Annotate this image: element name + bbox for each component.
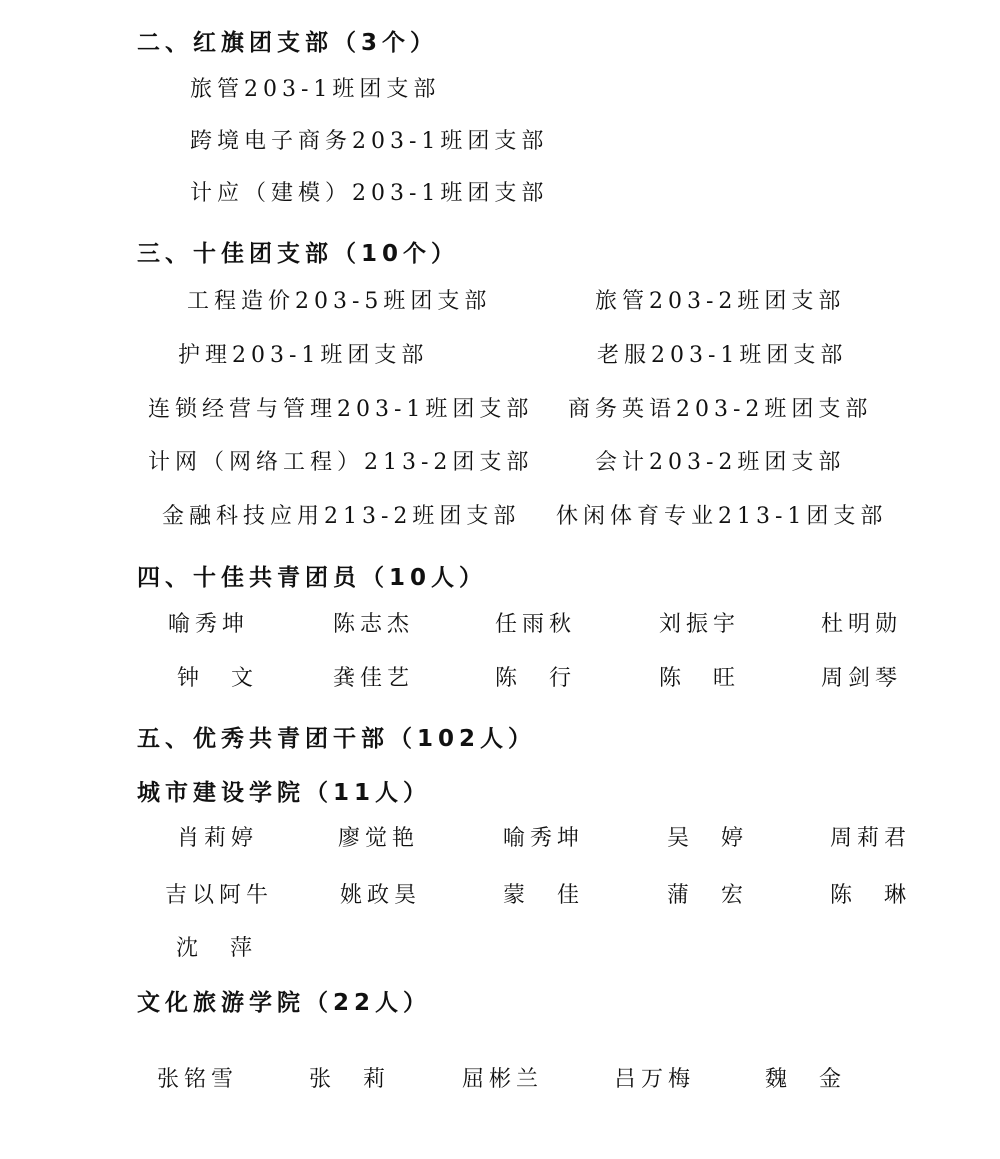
- section-heading-red-flag: 二、红旗团支部（3个）: [137, 30, 439, 56]
- list-item: 金融科技应用213-2班团支部: [162, 504, 521, 529]
- list-item: 会计203-2班团支部: [595, 450, 846, 475]
- person-name: 吴 婷: [667, 826, 749, 851]
- list-item: 计应（建模）203-1班团支部: [190, 181, 549, 206]
- list-item: 商务英语203-2班团支部: [568, 397, 873, 422]
- list-item: 旅管203-1班团支部: [190, 77, 441, 102]
- list-item: 跨境电子商务203-1班团支部: [190, 129, 549, 154]
- person-name: 刘振宇: [659, 612, 741, 637]
- list-item: 老服203-1班团支部: [597, 343, 848, 368]
- person-name: 喻秀坤: [503, 826, 585, 851]
- person-name: 魏 金: [765, 1067, 847, 1092]
- list-item: 工程造价203-5班团支部: [187, 289, 492, 314]
- person-name: 蒙 佳: [503, 883, 585, 908]
- person-name: 张 莉: [309, 1067, 391, 1092]
- person-name: 姚政昊: [340, 883, 422, 908]
- person-name: 吉以阿牛: [165, 883, 274, 908]
- person-name: 任雨秋: [495, 612, 577, 637]
- person-name: 陈 行: [495, 666, 577, 691]
- subsection-heading-urban-construction: 城市建设学院（11人）: [137, 780, 432, 806]
- section-heading-outstanding-cadres: 五、优秀共青团干部（102人）: [137, 726, 537, 752]
- person-name: 吕万梅: [614, 1067, 696, 1092]
- person-name: 陈 琳: [830, 883, 912, 908]
- person-name: 龚佳艺: [333, 666, 415, 691]
- subsection-heading-culture-tourism: 文化旅游学院（22人）: [137, 990, 432, 1016]
- list-item: 旅管203-2班团支部: [595, 289, 846, 314]
- list-item: 连锁经营与管理203-1班团支部: [148, 397, 534, 422]
- person-name: 陈 旺: [659, 666, 741, 691]
- list-item: 护理203-1班团支部: [178, 343, 429, 368]
- person-name: 张铭雪: [157, 1067, 239, 1092]
- person-name: 沈 萍: [176, 936, 258, 961]
- person-name: 喻秀坤: [168, 612, 250, 637]
- person-name: 廖觉艳: [338, 826, 420, 851]
- person-name: 屈彬兰: [462, 1067, 544, 1092]
- person-name: 肖莉婷: [177, 826, 259, 851]
- section-heading-top-ten-branches: 三、十佳团支部（10个）: [137, 241, 460, 267]
- section-heading-top-ten-members: 四、十佳共青团员（10人）: [137, 565, 488, 591]
- list-item: 休闲体育专业213-1团支部: [556, 504, 888, 529]
- person-name: 周莉君: [830, 826, 912, 851]
- list-item: 计网（网络工程）213-2团支部: [148, 450, 534, 475]
- person-name: 杜明勋: [821, 612, 903, 637]
- person-name: 周剑琴: [821, 666, 903, 691]
- person-name: 钟 文: [177, 666, 259, 691]
- person-name: 陈志杰: [333, 612, 415, 637]
- person-name: 蒲 宏: [667, 883, 749, 908]
